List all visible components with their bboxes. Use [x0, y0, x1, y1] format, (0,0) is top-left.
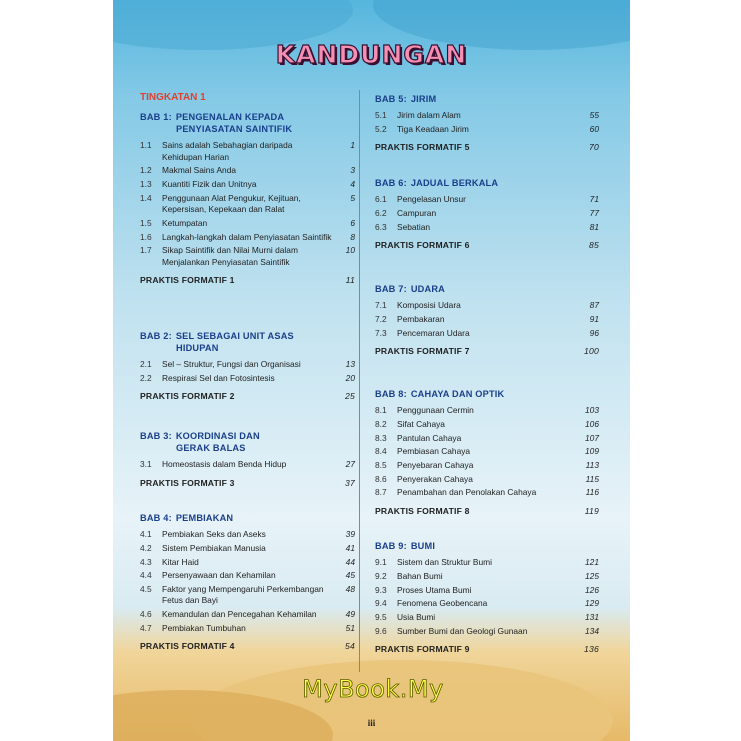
toc-entry[interactable] — [375, 328, 599, 340]
practice-page: 25 — [345, 391, 355, 402]
entry-number: 9.3 — [375, 584, 387, 595]
entry-page: 109 — [585, 446, 599, 457]
entry-number: 2.2 — [140, 372, 152, 383]
entry-title: Sikap Saintifik dan Nilai Murni dalam Menjalankan Penyiasatan Saintifik — [162, 245, 298, 267]
toc-entry[interactable] — [375, 222, 599, 234]
practice-title: PRAKTIS FORMATIF 1 — [140, 275, 235, 286]
entry-number: 8.5 — [375, 459, 387, 470]
practice-page: 85 — [589, 240, 599, 251]
chapter-block — [140, 512, 355, 651]
entry-page: 55 — [589, 110, 599, 121]
entry-page: 39 — [345, 529, 355, 540]
entry-page: 10 — [345, 245, 355, 256]
toc-entry[interactable] — [140, 623, 355, 635]
chapter-block — [140, 111, 355, 285]
entry-title: Kitar Haid — [162, 556, 199, 567]
entry-page: 71 — [589, 194, 599, 205]
toc-entry[interactable] — [375, 124, 599, 136]
toc-entry[interactable] — [375, 194, 599, 206]
practice-title: PRAKTIS FORMATIF 2 — [140, 391, 235, 402]
toc-entry[interactable] — [140, 193, 355, 216]
entry-page: 44 — [345, 556, 355, 567]
entry-page: 60 — [589, 123, 599, 134]
entry-number: 4.1 — [140, 529, 152, 540]
toc-entry[interactable] — [375, 460, 599, 472]
practice-title: PRAKTIS FORMATIF 8 — [375, 505, 470, 516]
toc-entry[interactable] — [375, 487, 599, 499]
toc-entry[interactable] — [140, 232, 355, 244]
toc-entry[interactable] — [375, 612, 599, 624]
entry-page: 13 — [345, 359, 355, 370]
practice-title: PRAKTIS FORMATIF 5 — [375, 142, 470, 153]
chapter-name-continued: PENYIASATAN SAINTIFIK — [176, 124, 293, 134]
formative-practice-entry[interactable] — [375, 142, 599, 152]
entry-title: Bahan Bumi — [397, 570, 443, 581]
chapter-number: BAB 8: — [375, 389, 407, 399]
entry-number: 8.1 — [375, 405, 387, 416]
chapter-name: KOORDINASI DAN — [175, 431, 260, 441]
page-title: KANDUNGAN — [275, 40, 468, 69]
toc-left-column — [140, 90, 355, 652]
entry-title: Pantulan Cahaya — [397, 432, 462, 443]
toc-entry[interactable] — [375, 598, 599, 610]
entry-number: 4.7 — [140, 622, 152, 633]
entry-page: 27 — [345, 459, 355, 470]
practice-page: 54 — [345, 641, 355, 652]
entry-title: Sel – Struktur, Fungsi dan Organisasi — [162, 359, 301, 370]
chapter-name: PENGENALAN KEPADA — [175, 112, 285, 122]
toc-entry[interactable] — [140, 609, 355, 621]
entry-number: 9.6 — [375, 625, 387, 636]
chapter-number: BAB 2: — [140, 331, 172, 341]
practice-title: PRAKTIS FORMATIF 7 — [375, 346, 470, 357]
entry-number: 1.7 — [140, 245, 152, 256]
toc-entry[interactable] — [375, 419, 599, 431]
chapter-title[interactable] — [375, 177, 599, 189]
entry-title: Faktor yang Mempengaruhi Perkembangan Fetus dan Bayi — [162, 583, 324, 606]
chapter-number: BAB 3: — [140, 431, 172, 441]
entry-number: 1.5 — [140, 217, 152, 228]
toc-entry[interactable] — [140, 245, 355, 268]
entry-title: Pembakaran — [397, 313, 445, 324]
entry-page: 51 — [345, 622, 355, 633]
entry-page: 126 — [585, 584, 599, 595]
entry-number: 6.2 — [375, 207, 387, 218]
chapter-title[interactable] — [140, 111, 355, 123]
entry-title: Penggunaan Cermin — [397, 405, 474, 416]
entry-title: Fenomena Geobencana — [397, 598, 488, 609]
formative-practice-entry[interactable] — [375, 240, 599, 250]
practice-page: 136 — [584, 644, 599, 655]
entry-number: 8.4 — [375, 446, 387, 457]
entry-number: 8.2 — [375, 418, 387, 429]
practice-page: 100 — [584, 346, 599, 357]
formative-practice-entry[interactable] — [375, 346, 599, 356]
practice-page: 11 — [345, 275, 355, 286]
chapter-block — [375, 283, 599, 356]
chapter-block — [375, 177, 599, 250]
entry-title: Sifat Cahaya — [397, 418, 445, 429]
entry-number: 7.2 — [375, 313, 387, 324]
entry-number: 1.6 — [140, 231, 152, 242]
entry-page: 1 — [350, 140, 355, 151]
chapter-title[interactable] — [375, 283, 599, 295]
formative-practice-entry[interactable] — [375, 506, 599, 516]
entry-number: 9.4 — [375, 598, 387, 609]
chapter-name: UDARA — [410, 284, 446, 294]
entry-number: 8.6 — [375, 473, 387, 484]
chapter-block — [375, 388, 599, 516]
entry-title: Jirim dalam Alam — [397, 110, 461, 121]
entry-number: 1.4 — [140, 192, 152, 203]
entry-number: 5.2 — [375, 123, 387, 134]
practice-page: 37 — [345, 477, 355, 488]
toc-entry[interactable] — [375, 446, 599, 458]
practice-title: PRAKTIS FORMATIF 6 — [375, 240, 470, 251]
chapter-name: JIRIM — [410, 94, 437, 104]
chapter-block — [140, 330, 355, 401]
formative-practice-entry[interactable] — [140, 275, 355, 285]
toc-entry[interactable] — [140, 218, 355, 230]
toc-entry[interactable] — [140, 459, 355, 471]
entry-number: 1.1 — [140, 140, 152, 151]
chapter-number: BAB 7: — [375, 284, 407, 294]
entry-number: 8.7 — [375, 487, 387, 498]
chapter-block — [140, 430, 355, 488]
chapter-title[interactable] — [140, 330, 355, 342]
entry-title: Penyerakan Cahaya — [397, 473, 473, 484]
entry-page: 113 — [585, 459, 599, 470]
entry-title: Sistem dan Struktur Bumi — [397, 557, 492, 568]
entry-page: 129 — [585, 598, 599, 609]
form-level-heading: TINGKATAN 1 — [140, 92, 206, 103]
chapter-title[interactable] — [375, 388, 599, 400]
chapter-block — [375, 93, 599, 152]
practice-page: 70 — [589, 142, 599, 153]
chapter-name: PEMBIAKAN — [175, 513, 234, 523]
page-number: iii — [367, 718, 376, 728]
toc-entry[interactable] — [140, 529, 355, 541]
chapter-number: BAB 6: — [375, 178, 407, 188]
toc-entry[interactable] — [375, 571, 599, 583]
entry-title: Proses Utama Bumi — [397, 584, 472, 595]
entry-title: Pembiasan Cahaya — [397, 446, 471, 457]
entry-title: Campuran — [397, 207, 437, 218]
toc-entry[interactable] — [140, 179, 355, 191]
entry-title: Penggunaan Alat Pengukur, Kejituan, Kepersisan, Kepekaan dan Ralat — [162, 192, 301, 215]
chapter-title[interactable] — [140, 430, 355, 442]
entry-title: Persenyawaan dan Kehamilan — [162, 570, 276, 581]
toc-entry[interactable] — [375, 585, 599, 597]
entry-title: Sistem Pembiakan Manusia — [162, 542, 266, 553]
toc-entry[interactable] — [375, 626, 599, 638]
toc-entry[interactable] — [140, 165, 355, 177]
entry-title: Usia Bumi — [397, 611, 436, 622]
entry-page: 49 — [345, 609, 355, 620]
entry-page: 96 — [589, 327, 599, 338]
entry-page: 81 — [589, 221, 599, 232]
entry-number: 2.1 — [140, 359, 152, 370]
book-page — [113, 0, 630, 741]
entry-title: Penyebaran Cahaya — [397, 459, 474, 470]
entry-number: 4.5 — [140, 583, 152, 594]
toc-entry[interactable] — [140, 373, 355, 385]
entry-page: 8 — [350, 231, 355, 242]
chapter-number: BAB 1: — [140, 112, 172, 122]
entry-title: Tiga Keadaan Jirim — [397, 123, 469, 134]
entry-number: 1.3 — [140, 179, 152, 190]
entry-number: 6.1 — [375, 194, 387, 205]
entry-page: 4 — [350, 179, 355, 190]
toc-entry[interactable] — [375, 110, 599, 122]
entry-page: 106 — [585, 418, 599, 429]
entry-page: 6 — [350, 217, 355, 228]
entry-title: Pencemaran Udara — [397, 327, 470, 338]
toc-entry[interactable] — [375, 314, 599, 326]
toc-entry[interactable] — [140, 359, 355, 371]
entry-number: 7.3 — [375, 327, 387, 338]
entry-title: Sebatian — [397, 221, 431, 232]
column-divider — [359, 90, 360, 672]
entry-page: 121 — [585, 557, 599, 568]
toc-entry[interactable] — [375, 208, 599, 220]
formative-practice-entry[interactable] — [375, 644, 599, 654]
chapter-name-continued: HIDUPAN — [176, 343, 219, 353]
entry-title: Pembiakan Tumbuhan — [162, 622, 246, 633]
formative-practice-entry[interactable] — [140, 478, 355, 488]
entry-number: 9.5 — [375, 611, 387, 622]
entry-title: Makmal Sains Anda — [162, 165, 237, 176]
chapter-block — [375, 540, 599, 654]
entry-number: 3.1 — [140, 459, 152, 470]
toc-entry[interactable] — [140, 140, 355, 163]
entry-page: 107 — [585, 432, 599, 443]
toc-entry[interactable] — [375, 405, 599, 417]
toc-entry[interactable] — [375, 557, 599, 569]
formative-practice-entry[interactable] — [140, 641, 355, 651]
entry-number: 9.1 — [375, 557, 387, 568]
toc-entry[interactable] — [140, 557, 355, 569]
entry-number: 4.2 — [140, 542, 152, 553]
practice-title: PRAKTIS FORMATIF 4 — [140, 641, 235, 652]
entry-page: 77 — [589, 207, 599, 218]
chapter-name: CAHAYA DAN OPTIK — [410, 389, 505, 399]
entry-page: 103 — [585, 405, 599, 416]
toc-entry[interactable] — [140, 543, 355, 555]
entry-number: 5.1 — [375, 110, 387, 121]
chapter-name: BUMI — [410, 541, 436, 551]
entry-title: Komposisi Udara — [397, 300, 461, 311]
formative-practice-entry[interactable] — [140, 391, 355, 401]
entry-number: 6.3 — [375, 221, 387, 232]
entry-page: 45 — [345, 570, 355, 581]
practice-title: PRAKTIS FORMATIF 9 — [375, 644, 470, 655]
entry-page: 41 — [345, 542, 355, 553]
entry-title: Sumber Bumi dan Geologi Gunaan — [397, 625, 528, 636]
entry-page: 48 — [345, 583, 355, 594]
entry-page: 91 — [589, 313, 599, 324]
entry-page: 131 — [585, 611, 599, 622]
entry-title: Pengelasan Unsur — [397, 194, 466, 205]
entry-page: 134 — [585, 625, 599, 636]
entry-page: 20 — [345, 372, 355, 383]
entry-page: 3 — [350, 165, 355, 176]
chapter-title[interactable] — [375, 540, 599, 552]
toc-entry[interactable] — [140, 570, 355, 582]
toc-entry[interactable] — [375, 300, 599, 312]
entry-title: Kuantiti Fizik dan Unitnya — [162, 179, 257, 190]
toc-entry[interactable] — [375, 474, 599, 486]
entry-number: 4.4 — [140, 570, 152, 581]
entry-title: Homeostasis dalam Benda Hidup — [162, 459, 287, 470]
entry-page: 5 — [350, 192, 355, 203]
chapter-number: BAB 9: — [375, 541, 407, 551]
toc-entry[interactable] — [375, 433, 599, 445]
watermark-logo: MyBook.My — [302, 675, 444, 703]
entry-title: Ketumpatan — [162, 217, 208, 228]
entry-title: Pembiakan Seks dan Aseks — [162, 529, 266, 540]
entry-page: 125 — [585, 570, 599, 581]
entry-title: Kemandulan dan Pencegahan Kehamilan — [162, 609, 317, 620]
practice-title: PRAKTIS FORMATIF 3 — [140, 477, 235, 488]
chapter-name: JADUAL BERKALA — [410, 178, 499, 188]
entry-page: 115 — [585, 473, 599, 484]
entry-number: 9.2 — [375, 570, 387, 581]
chapter-name-continued: GERAK BALAS — [176, 443, 246, 453]
toc-entry[interactable] — [140, 584, 355, 607]
chapter-number: BAB 5: — [375, 94, 407, 104]
chapter-title[interactable] — [375, 93, 599, 105]
entry-title: Langkah-langkah dalam Penyiasatan Saintifik — [162, 231, 332, 242]
entry-number: 4.3 — [140, 556, 152, 567]
entry-title: Respirasi Sel dan Fotosintesis — [162, 372, 275, 383]
entry-title: Penambahan dan Penolakan Cahaya — [397, 487, 537, 498]
chapter-title[interactable] — [140, 512, 355, 524]
entry-number: 8.3 — [375, 432, 387, 443]
entry-number: 7.1 — [375, 300, 387, 311]
chapter-number: BAB 4: — [140, 513, 172, 523]
entry-page: 87 — [589, 300, 599, 311]
entry-number: 4.6 — [140, 609, 152, 620]
chapter-name: SEL SEBAGAI UNIT ASAS — [175, 331, 294, 341]
entry-page: 116 — [585, 487, 599, 498]
entry-number: 1.2 — [140, 165, 152, 176]
practice-page: 119 — [584, 505, 599, 516]
entry-title: Sains adalah Sebahagian daripada Kehidupan Harian — [162, 140, 293, 162]
